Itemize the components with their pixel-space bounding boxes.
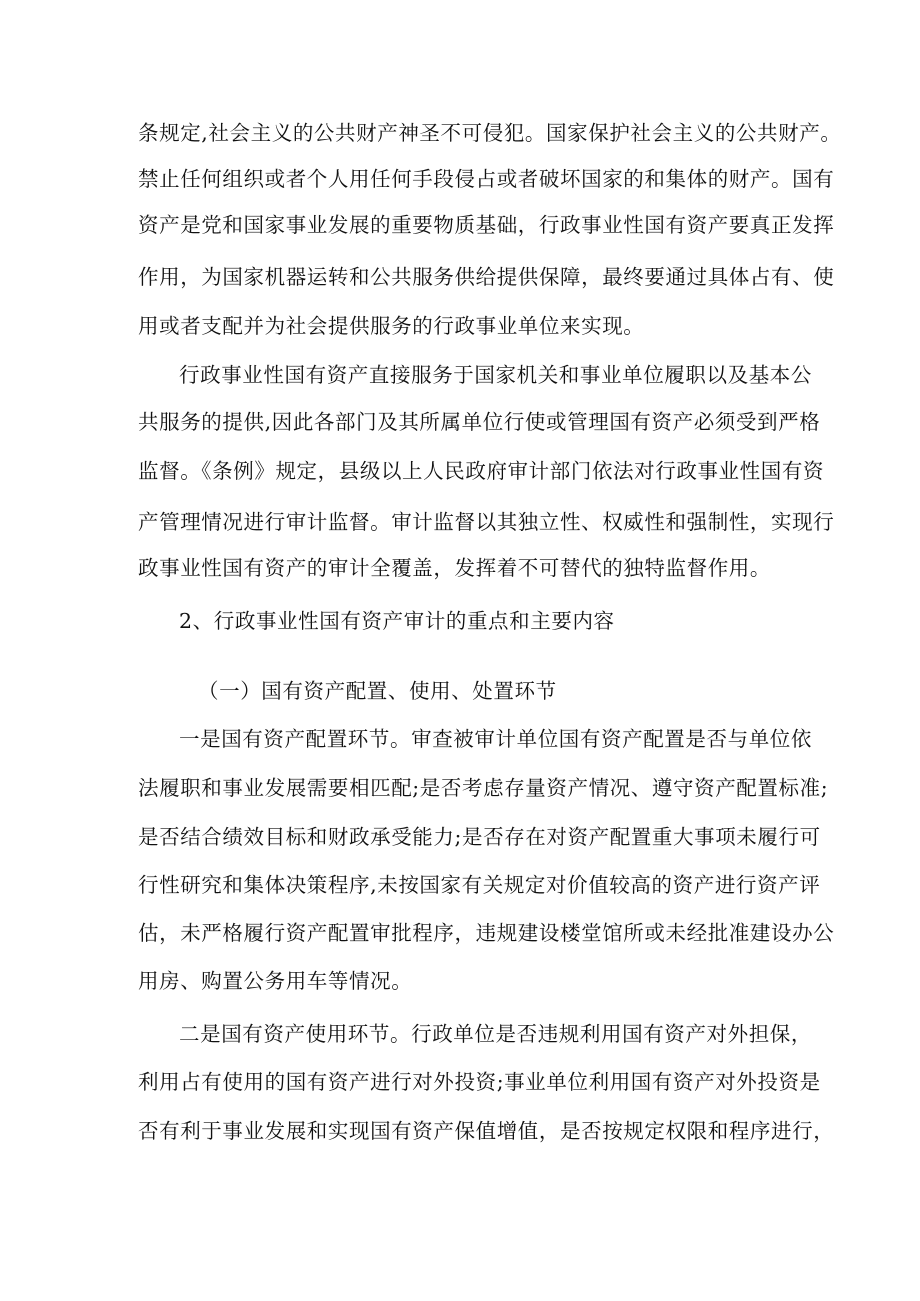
paragraph-2-line-3: 监督。《条例》规定，县级以上人民政府审计部门依法对行政事业性国有资 <box>138 459 825 483</box>
paragraph-3-line-4: 行性研究和集体决策程序,未按国家有关规定对价值较高的资产进行资产评 <box>138 873 821 897</box>
paragraph-1-line-1: 条规定,社会主义的公共财产神圣不可侵犯。国家保护社会主义的公共财产。 <box>138 121 842 145</box>
paragraph-3-line-6: 用房、购置公务用车等情况。 <box>138 969 413 993</box>
subsection-heading: （一）国有资产配置、使用、处置环节 <box>198 679 557 703</box>
paragraph-4-line-2: 利用占有使用的国有资产进行对外投资;事业单位利用国有资产对外投资是 <box>138 1070 821 1094</box>
paragraph-1-line-3: 资产是党和国家事业发展的重要物质基础，行政事业性国有资产要真正发挥 <box>138 213 835 237</box>
paragraph-2-line-2: 共服务的提供,因此各部门及其所属单位行使或管理国有资产必须受到严格 <box>138 410 821 434</box>
paragraph-2-line-5: 政事业性国有资产的审计全覆盖，发挥着不可替代的独特监督作用。 <box>138 556 771 580</box>
paragraph-3-line-2: 法履职和事业发展需要相匹配;是否考虑存量资产情况、遵守资产配置标准; <box>138 776 829 800</box>
paragraph-3-line-1: 一是国有资产配置环节。审查被审计单位国有资产配置是否与单位依 <box>179 727 812 751</box>
section-heading: 2、行政事业性国有资产审计的重点和主要内容 <box>179 609 615 633</box>
paragraph-1-line-5: 用或者支配并为社会提供服务的行政事业单位来实现。 <box>138 314 645 338</box>
paragraph-1-line-4: 作用，为国家机器运转和公共服务供给提供保障，最终要通过具体占有、使 <box>138 265 835 289</box>
paragraph-1-line-2: 禁止任何组织或者个人用任何手段侵占或者破坏国家的和集体的财产。国有 <box>138 167 835 191</box>
paragraph-4-line-3: 否有利于事业发展和实现国有资产保值增值，是否按规定权限和程序进行， <box>138 1119 835 1143</box>
paragraph-3-line-3: 是否结合绩效目标和财政承受能力;是否存在对资产配置重大事项未履行可 <box>138 825 821 849</box>
paragraph-3-line-5: 估，未严格履行资产配置审批程序，违规建设楼堂馆所或未经批准建设办公 <box>138 921 835 945</box>
paragraph-2-line-1: 行政事业性国有资产直接服务于国家机关和事业单位履职以及基本公 <box>179 363 812 387</box>
paragraph-2-line-4: 产管理情况进行审计监督。审计监督以其独立性、权威性和强制性，实现行 <box>138 510 835 534</box>
paragraph-4-line-1: 二是国有资产使用环节。行政单位是否违规利用国有资产对外担保， <box>179 1022 812 1046</box>
